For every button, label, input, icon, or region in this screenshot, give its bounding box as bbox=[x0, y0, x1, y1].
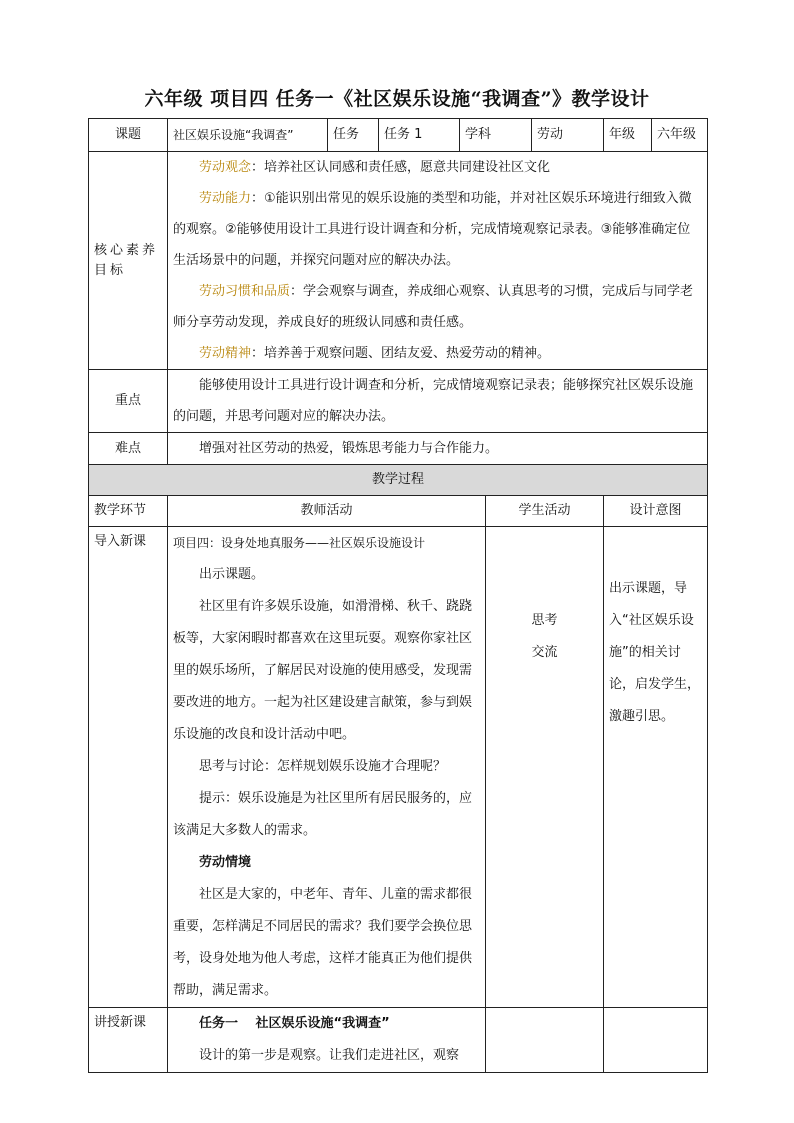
topic-label: 课题 bbox=[89, 119, 168, 152]
lesson-intent bbox=[604, 1008, 708, 1073]
difficulty-content bbox=[168, 433, 708, 465]
col-stage: 教学环节 bbox=[89, 496, 168, 527]
difficulty-text: 增强对社区劳动的热爱，锻炼思考能力与合作能力。 bbox=[199, 440, 499, 456]
lesson-stage: 讲授新课 bbox=[89, 1008, 168, 1073]
lesson-row bbox=[89, 1008, 708, 1073]
key-points-label: 重点 bbox=[89, 370, 168, 433]
intro-scene-title: 劳动情境 bbox=[199, 855, 252, 870]
spirit-title: 劳动精神 bbox=[199, 346, 252, 361]
intro-student bbox=[486, 527, 604, 1008]
difficulty-row bbox=[89, 433, 708, 465]
subject-value: 劳动 bbox=[532, 119, 604, 152]
intro-row bbox=[89, 527, 708, 1008]
goals-row bbox=[89, 152, 708, 370]
subject-label: 学科 bbox=[460, 119, 532, 152]
intro-stage: 导入新课 bbox=[89, 527, 168, 1008]
ability-text: ：①能识别出常见的娱乐设施的类型和功能，并对社区娱乐环境进行细致入微的观察。②能够使用设计工具进行设计调查和分析，完成情境观察记录表。③能够准确定位生活场景中的问题，并探究问题对应的解决办法。 bbox=[173, 191, 692, 268]
col-teacher: 教师活动 bbox=[168, 496, 486, 527]
goals-label-text: 核心素养目标 bbox=[94, 242, 159, 278]
spirit-text: ：培养善于观察问题、团结友爱、热爱劳动的精神。 bbox=[251, 346, 551, 361]
lesson-student bbox=[486, 1008, 604, 1073]
info-row bbox=[89, 119, 708, 152]
intro-student-2: 交流 bbox=[531, 645, 558, 660]
concept-title: 劳动观念 bbox=[199, 160, 252, 175]
lesson-teacher bbox=[168, 1008, 486, 1073]
process-header: 教学过程 bbox=[89, 465, 708, 496]
difficulty-label: 难点 bbox=[89, 433, 168, 465]
key-points-text: 能够使用设计工具进行设计调查和分析，完成情境观察记录表；能够探究社区娱乐设施的问题，并思考问题对应的解决办法。 bbox=[173, 378, 694, 424]
col-intent: 设计意图 bbox=[604, 496, 708, 527]
intro-discuss: 思考与讨论：怎样规划娱乐设施才合理呢？ bbox=[199, 759, 447, 774]
key-points-content bbox=[168, 370, 708, 433]
habit-title: 劳动习惯和品质 bbox=[199, 284, 291, 299]
key-points-row bbox=[89, 370, 708, 433]
goals-content bbox=[168, 152, 708, 370]
task-label: 任务 bbox=[328, 119, 379, 152]
intro-scene-text: 社区是大家的，中老年、青年、儿童的需求都很重要，怎样满足不同居民的需求？我们要学会换位思考，设身处地为他人考虑，这样才能真正为他们提供帮助，满足需求。 bbox=[173, 887, 473, 998]
concept-text: ：培养社区认同感和责任感，愿意共同建设社区文化 bbox=[251, 160, 551, 175]
intro-hint: 提示：娱乐设施是为社区里所有居民服务的，应该满足大多数人的需求。 bbox=[173, 791, 473, 838]
process-header-row bbox=[89, 465, 708, 496]
topic-value: 社区娱乐设施“我调查” bbox=[168, 119, 328, 152]
col-student: 学生活动 bbox=[486, 496, 604, 527]
habit-text: ：学会观察与调查，养成细心观察、认真思考的习惯，完成后与同学老师分享劳动发现，养成良好的班级认同感和责任感。 bbox=[173, 284, 694, 330]
lesson-plan-table bbox=[88, 118, 708, 1073]
intro-teacher bbox=[168, 527, 486, 1008]
grade-value: 六年级 bbox=[652, 119, 708, 152]
intro-intent-text: 出示课题，导入“社区娱乐设施”的相关讨论，启发学生，激趣引思。 bbox=[609, 581, 701, 724]
page-title: 六年级 项目四 任务一《社区娱乐设施“我调查”》教学设计 bbox=[144, 88, 650, 110]
task-value: 任务 1 bbox=[379, 119, 460, 152]
intro-intent bbox=[604, 527, 708, 1008]
lesson-task-title: 任务一 社区娱乐设施“我调查” bbox=[199, 1016, 390, 1031]
lesson-text: 设计的第一步是观察。让我们走进社区，观察 bbox=[199, 1048, 460, 1063]
intro-project-line: 项目四：设身处地真服务——社区娱乐设施设计 bbox=[173, 536, 426, 550]
intro-para1: 社区里有许多娱乐设施，如滑滑梯、秋千、跷跷板等，大家闲暇时都喜欢在这里玩耍。观察你家社区里的娱乐场所，了解居民对设施的使用感受，发现需要改进的地方。一起为社区建设建言献策，参与到娱乐设施的改良和设计活动中吧。 bbox=[173, 599, 473, 742]
grade-label: 年级 bbox=[604, 119, 652, 152]
ability-title: 劳动能力 bbox=[199, 191, 252, 206]
intro-student-1: 思考 bbox=[531, 613, 558, 628]
process-columns-row bbox=[89, 496, 708, 527]
goals-label bbox=[89, 152, 168, 370]
intro-show-topic: 出示课题。 bbox=[199, 567, 265, 582]
